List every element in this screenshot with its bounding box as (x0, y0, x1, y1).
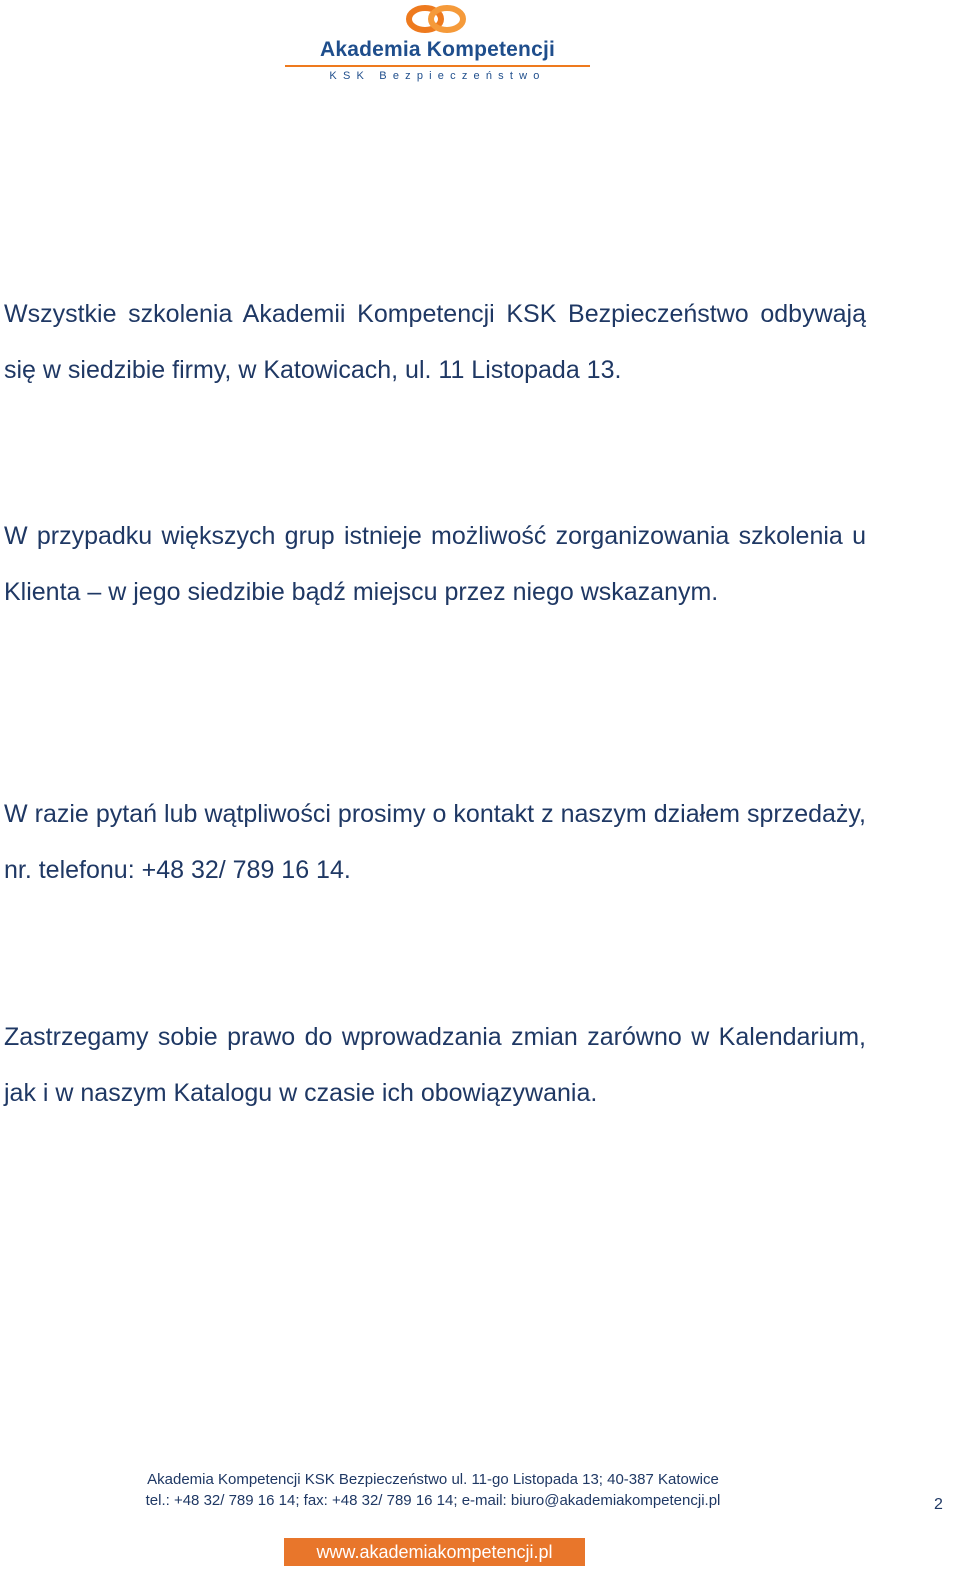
paragraph-sales-contact: W razie pytań lub wątpliwości prosimy o kontakt z naszym działem sprzedaży, nr. telefonu: +48 32/ 789 16 14. (4, 800, 866, 884)
logo-title: Akademia Kompetencji (319, 38, 556, 61)
page-number: 2 (934, 1496, 943, 1513)
paragraph-changes-reservation: Zastrzegamy sobie prawo do wprowadzania zmian zarówno w Kalendarium, jak i w naszym Katalogu w czasie ich obowiązywania. (4, 1023, 866, 1107)
paragraph-training-location: Wszystkie szkolenia Akademii Kompetencji KSK Bezpieczeństwo odbywają się w siedzibie firmy, w Katowicach, ul. 11 Listopada 13. (4, 300, 866, 384)
footer-address: Akademia Kompetencji KSK Bezpieczeństwo ul. 11-go Listopada 13; 40-387 Katowice (147, 1471, 719, 1488)
footer-contact: tel.: +48 32/ 789 16 14; fax: +48 32/ 789 16 14; e-mail: biuro@akademiakompetencji.pl (145, 1492, 721, 1509)
logo-rings-icon (405, 4, 467, 34)
website-link[interactable]: www.akademiakompetencji.pl (284, 1538, 585, 1566)
logo-divider (285, 65, 590, 67)
logo-subtitle: KSK Bezpieczeństwo (329, 70, 546, 82)
paragraph-client-site-training: W przypadku większych grup istnieje możliwość zorganizowania szkolenia u Klienta – w jego siedzibie bądź miejscu przez niego wskazanym. (4, 522, 866, 606)
company-logo (285, 4, 590, 82)
